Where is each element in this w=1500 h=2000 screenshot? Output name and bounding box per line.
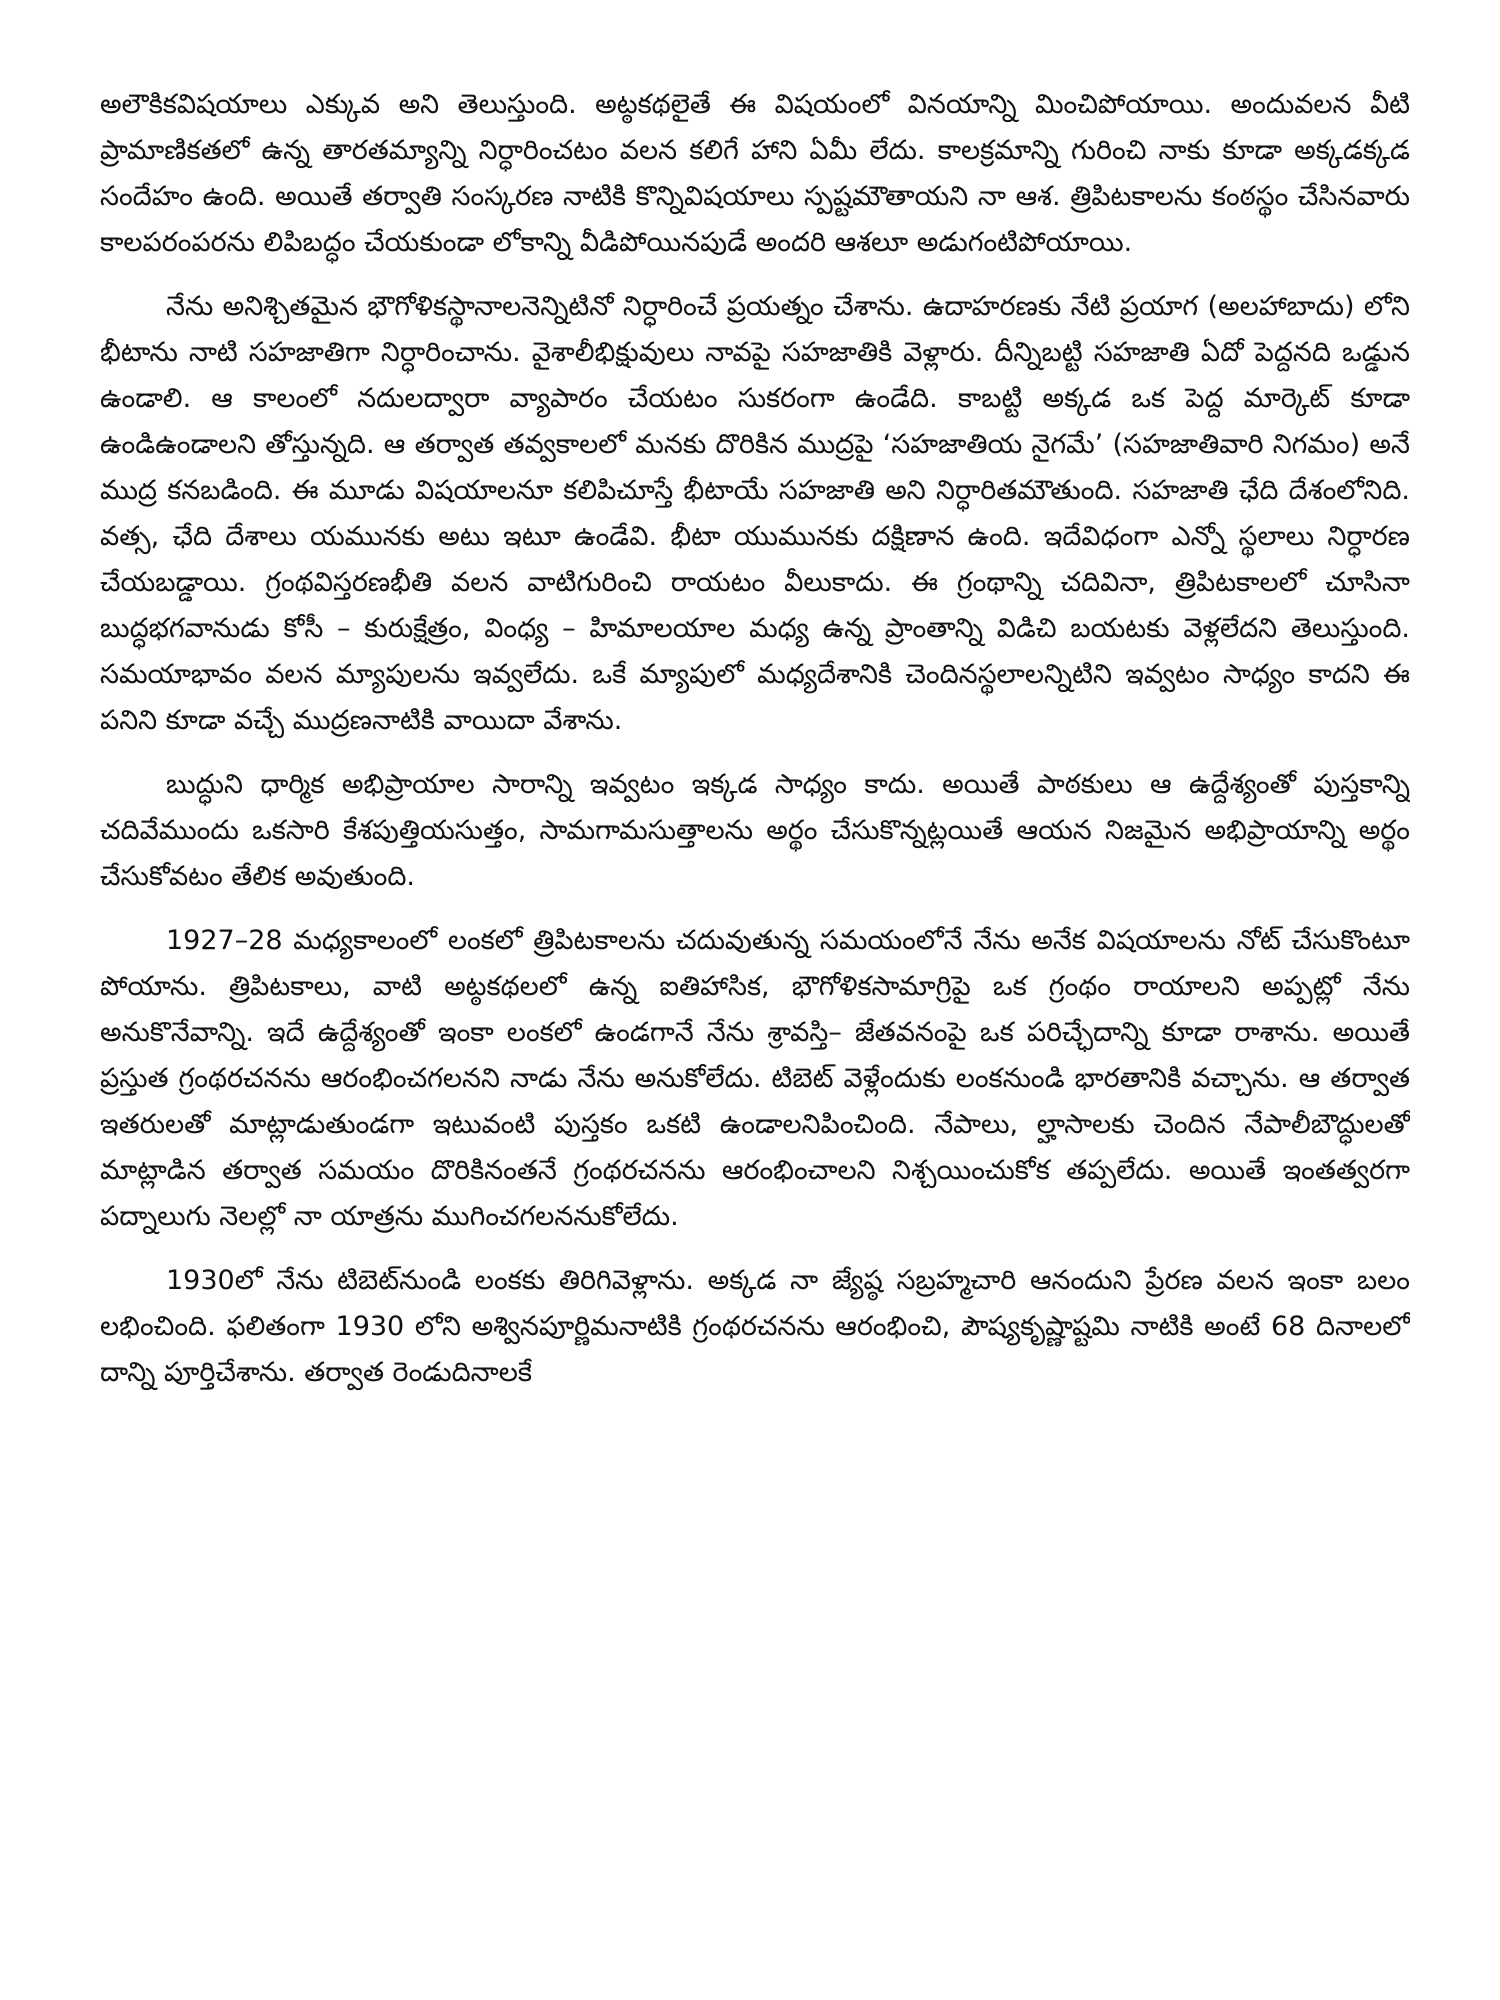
paragraph-2: నేను అనిశ్చితమైన భౌగోళికస్థానాలనెన్నిటినో నిర్ధారించే ప్రయత్నం చేశాను. ఉదాహరణకు నేటి ప్రయాగ (అలహాబాదు) లోని భీటాను నాటి సహజాతిగా నిర్ధారించాను. వైశాలీభిక్షువులు నావపై సహజాతికి వెళ్లారు. దీన్నిబట్టి సహజాతి ఏదో పెద్దనది ఒడ్డున ఉండాలి. ఆ కాలంలో నదులద్వారా వ్యాపారం చేయటం సుకరంగా ఉండేది. కాబట్టి అక్కడ ఒక పెద్ద మార్కెట్ కూడా ఉండిఉండాలని తోస్తున్నది. ఆ తర్వాత తవ్వకాలలో మనకు దొరికిన ముద్రపై ‘సహజాతియ నైగమే’ (సహజాతివారి నిగమం) అనే ముద్ర కనబడింది. ఈ మూడు విషయాలనూ కలిపిచూస్తే భీటాయే సహజాతి అని నిర్ధారితమౌతుంది. సహజాతి ఛేది దేశంలోనిది. వత్స, ఛేది దేశాలు యమునకు అటు ఇటూ ఉండేవి. భీటా యుమునకు దక్షిణాన ఉంది. ఇదేవిధంగా ఎన్నో స్థలాలు నిర్ధారణ చేయబడ్డాయి. గ్రంథవిస్తరణభీతి వలన వాటిగురించి రాయటం వీలుకాదు. ఈ గ్రంథాన్ని చదివినా, త్రిపిటకాలలో చూసినా బుద్ధభగవానుడు కోసీ – కురుక్షేత్రం, వింధ్య – హిమాలయాల మధ్య ఉన్న ప్రాంతాన్ని విడిచి బయటకు వెళ్లలేదని తెలుస్తుంది. సమయాభావం వలన మ్యాపులను ఇవ్వలేదు. ఒకే మ్యాపులో మధ్యదేశానికి చెందినస్థలాలన్నిటిని ఇవ్వటం సాధ్యం కాదని ఈ పనిని కూడా వచ్చే ముద్రణనాటికి వాయిదా వేశాను.	[100, 291, 1410, 736]
paragraph-3: బుద్ధుని ధార్మిక అభిప్రాయాల సారాన్ని ఇవ్వటం ఇక్కడ సాధ్యం కాదు. అయితే పాఠకులు ఆ ఉద్దేశ్యంతో పుస్తకాన్ని చదివేముందు ఒకసారి కేశపుత్తియసుత్తం, సామగామసుత్తాలను అర్థం చేసుకొన్నట్లయితే ఆయన నిజమైన అభిప్రాయాన్ని అర్థం చేసుకోవటం తేలిక అవుతుంది.	[100, 769, 1410, 892]
paragraph-5: 1930లో నేను టిబెట్‌నుండి లంకకు తిరిగివెళ్లాను. అక్కడ నా జ్యేష్ఠ సబ్రహ్మచారి ఆనందుని ప్రేరణ వలన ఇంకా బలం లభించింది. ఫలితంగా 1930 లోని అశ్వినపూర్ణిమనాటికి గ్రంథరచనను ఆరంభించి, పౌష్యకృష్ణాష్టమి నాటికి అంటే 68 దినాలలో దాన్ని పూర్తిచేశాను. తర్వాత రెండుదినాలకే	[100, 1265, 1410, 1388]
paragraph-4: 1927–28 మధ్యకాలంలో లంకలో త్రిపిటకాలను చదువుతున్న సమయంలోనే నేను అనేక విషయాలను నోట్ చేసుకొంటూ పోయాను. త్రిపిటకాలు, వాటి అట్ఠకథలలో ఉన్న ఐతిహాసిక, భౌగోళికసామాగ్రిపై ఒక గ్రంథం రాయాలని అప్పట్లో నేను అనుకొనేవాన్ని. ఇదే ఉద్దేశ్యంతో ఇంకా లంకలో ఉండగానే నేను శ్రావస్తి– జేతవనంపై ఒక పరిచ్ఛేదాన్ని కూడా రాశాను. అయితే ప్రస్తుత గ్రంథరచనను ఆరంభించగలనని నాడు నేను అనుకోలేదు. టిబెట్ వెళ్లేందుకు లంకనుండి భారతానికి వచ్చాను. ఆ తర్వాత ఇతరులతో మాట్లాడుతుండగా ఇటువంటి పుస్తకం ఒకటి ఉండాలనిపించింది. నేపాలు, ల్హాసాలకు చెందిన నేపాలీబౌద్ధులతో మాట్లాడిన తర్వాత సమయం దొరికినంతనే గ్రంథరచనను ఆరంభించాలని నిశ్చయించుకోక తప్పలేదు. అయితే ఇంతత్వరగా పద్నాలుగు నెలల్లో నా యాత్రను ముగించగలననుకోలేదు.	[100, 925, 1410, 1232]
document-page	[100, 82, 1410, 1942]
paragraph-1: అలౌకికవిషయాలు ఎక్కువ అని తెలుస్తుంది. అట్ఠకథలైతే ఈ విషయంలో వినయాన్ని మించిపోయాయి. అందువలన వీటి ప్రామాణికతలో ఉన్న తారతమ్యాన్ని నిర్ధారించటం వలన కలిగే హాని ఏమీ లేదు. కాలక్రమాన్ని గురించి నాకు కూడా అక్కడక్కడ సందేహం ఉంది. అయితే తర్వాతి సంస్కరణ నాటికి కొన్నివిషయాలు స్పష్టమౌతాయని నా ఆశ. త్రిపిటకాలను కంఠస్థం చేసినవారు కాలపరంపరను లిపిబద్ధం చేయకుండా లోకాన్ని వీడిపోయినపుడే అందరి ఆశలూ అడుగంటిపోయాయి.	[100, 89, 1410, 258]
